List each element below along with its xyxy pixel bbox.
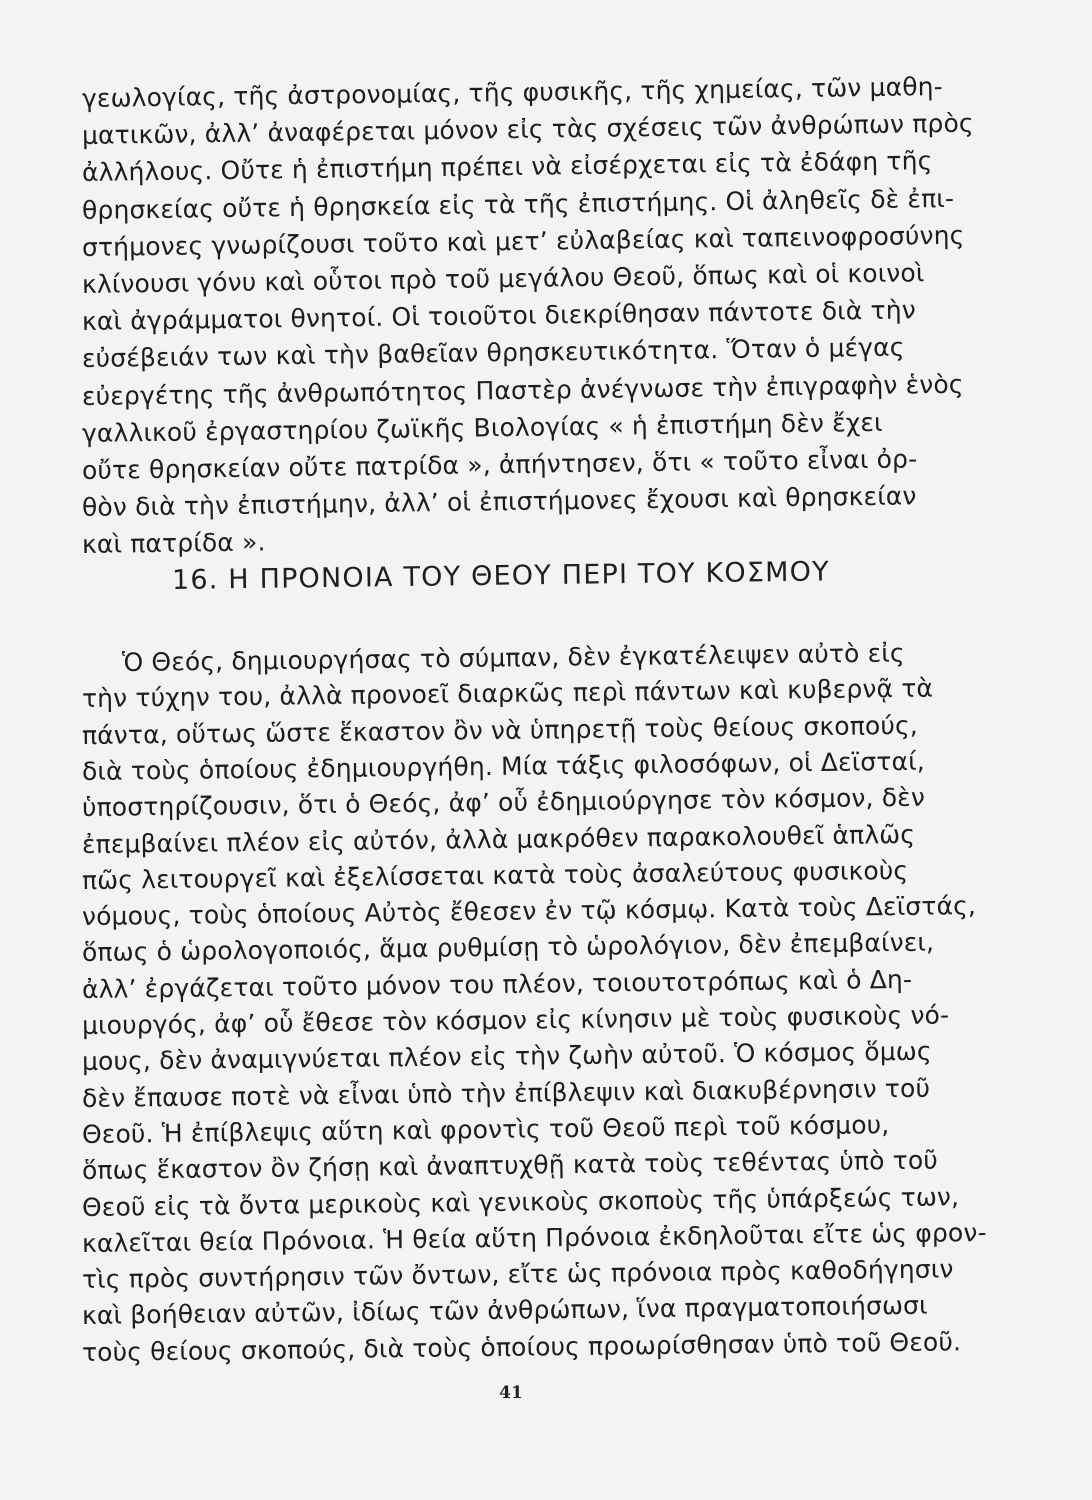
text-line: γεωλογίας, τῆς ἀστρονομίας, τῆς φυσικῆς, τῆς χημείας, τῶν μαθη-: [81, 71, 944, 113]
text-line: ἀλλ’ ἐργάζεται τοῦτο μόνον του πλέον, τοιουτοτρόπως καὶ ὁ Δη-: [81, 964, 913, 1004]
page-number: 41: [499, 1383, 523, 1403]
text-line: καὶ πατρίδα ».: [81, 527, 266, 560]
section-title: 16. Η ΠΡΟΝΟΙΑ ΤΟΥ ΘΕΟΥ ΠΕΡΙ ΤΟΥ ΚΟΣΜΟΥ: [171, 556, 830, 596]
text-line: νόμους, τοὺς ὁποίους Αὐτὸς ἔθεσεν ἐν τῷ κόσμῳ. Κατὰ τοὺς Δεϊστάς,: [81, 891, 977, 932]
text-line: εὐσέβειάν των καὶ τὴν βαθεῖαν θρησκευτικότητα. Ὅταν ὁ μέγας: [81, 332, 905, 374]
text-line: μους, δὲν ἀναμιγνύεται πλέον εἰς τὴν ζωὴν αὐτοῦ. Ὁ κόσμος ὅμως: [81, 1036, 932, 1077]
text-line: ὅπως ὁ ὡρολογοποιός, ἅμα ρυθμίσῃ τὸ ὡρολόγιον, δὲν ἐπεμβαίνει,: [81, 927, 935, 968]
text-line: στήμονες γνωρίζουσι τοῦτο καὶ μετ’ εὐλαβείας καὶ ταπεινοφροσύνης: [81, 220, 965, 262]
text-line: τοὺς θείους σκοπούς, διὰ τοὺς ὁποίους προωρίσθησαν ὑπὸ τοῦ Θεοῦ.: [81, 1326, 962, 1367]
text-line: Ὁ Θεός, δημιουργήσας τὸ σύμπαν, δὲν ἐγκατέλειψεν αὐτὸ εἰς: [121, 638, 905, 677]
text-line: τὴν τύχην του, ἀλλὰ προνοεῖ διαρκῶς περὶ πάντων καὶ κυβερνᾷ τὰ: [81, 673, 934, 714]
text-line: πάντα, οὕτως ὥστε ἕκαστον ὂν νὰ ὑπηρετῇ τοὺς θείους σκοπούς,: [81, 710, 919, 750]
text-line: θὸν διὰ τὴν ἐπιστήμην, ἀλλ’ οἱ ἐπιστήμονες ἔχουσι καὶ θρησκείαν: [81, 481, 917, 523]
text-line: Θεοῦ. Ἡ ἐπίβλεψις αὕτη καὶ φροντὶς τοῦ Θεοῦ περὶ τοῦ κόσμου,: [81, 1110, 890, 1149]
text-line: δὲν ἔπαυσε ποτὲ νὰ εἶναι ὑπὸ τὴν ἐπίβλεψιν καὶ διακυβέρνησιν τοῦ: [81, 1073, 931, 1113]
text-line: κλίνουσι γόνυ καὶ οὗτοι πρὸ τοῦ μεγάλου Θεοῦ, ὅπως καὶ οἱ κοινοὶ: [81, 258, 925, 299]
text-line: ματικῶν, ἀλλ’ ἀναφέρεται μόνον εἰς τὰς σχέσεις τῶν ἀνθρώπων πρὸς: [81, 108, 974, 151]
text-line: καὶ ἀγράμματοι θνητοί. Οἱ τοιοῦτοι διεκρίθησαν πάντοτε διὰ τὴν: [81, 295, 917, 337]
text-line: ἐπεμβαίνει πλέον εἰς αὐτόν, ἀλλὰ μακρόθεν παρακολουθεῖ ἁπλῶς: [81, 819, 916, 859]
text-line: εὐεργέτης τῆς ἀνθρωπότητος Παστὲρ ἀνέγνωσε τὴν ἐπιγραφὴν ἑνὸς: [81, 369, 964, 411]
text-line: καὶ βοήθειαν αὐτῶν, ἰδίως τῶν ἀνθρώπων, ἵνα πραγματοποιήσωσι: [81, 1291, 928, 1331]
text-line: διὰ τοὺς ὁποίους ἐδημιουργήθη. Μία τάξις φιλοσόφων, οἱ Δεϊσταί,: [81, 746, 926, 786]
text-line: μιουργός, ἀφ’ οὗ ἔθεσε τὸν κόσμον εἰς κίνησιν μὲ τοὺς φυσικοὺς νό-: [81, 1000, 950, 1040]
text-line: οὔτε θρησκείαν οὔτε πατρίδα », ἀπήντησεν, ὅτι « τοῦτο εἶναι ὀρ-: [81, 444, 918, 485]
text-line: τὶς πρὸς συντήρησιν τῶν ὄντων, εἴτε ὡς πρόνοια πρὸς καθοδήγησιν: [81, 1254, 954, 1295]
text-line: καλεῖται θεία Πρόνοια. Ἡ θεία αὕτη Πρόνοια ἐκδηλοῦται εἴτε ὡς φρον-: [81, 1217, 987, 1258]
text-line: γαλλικοῦ ἐργαστηρίου ζωϊκῆς Βιολογίας « ἡ ἐπιστήμη δὲν ἔχει: [81, 407, 883, 448]
text-line: πῶς λειτουργεῖ καὶ ἐξελίσσεται κατὰ τοὺς ἀσαλεύτους φυσικοὺς: [81, 855, 909, 895]
text-line: ὅπως ἕκαστον ὂν ζήσῃ καὶ ἀναπτυχθῇ κατὰ τοὺς τεθέντας ὑπὸ τοῦ: [81, 1145, 939, 1186]
text-line: Θεοῦ εἰς τὰ ὄντα μερικοὺς καὶ γενικοὺς σκοποὺς τῆς ὑπάρξεώς των,: [81, 1181, 960, 1222]
text-line: ὑποστηρίζουσιν, ὅτι ὁ Θεός, ἀφ’ οὗ ἐδημιούργησε τὸν κόσμον, δὲν: [81, 782, 926, 823]
text-line: θρησκείας οὔτε ἡ θρησκεία εἰς τὰ τῆς ἐπιστήμης. Οἱ ἀληθεῖς δὲ ἐπι-: [81, 183, 955, 225]
text-line: ἀλλήλους. Οὔτε ἡ ἐπιστήμη πρέπει νὰ εἰσέρχεται εἰς τὰ ἐδάφη τῆς: [81, 146, 933, 188]
